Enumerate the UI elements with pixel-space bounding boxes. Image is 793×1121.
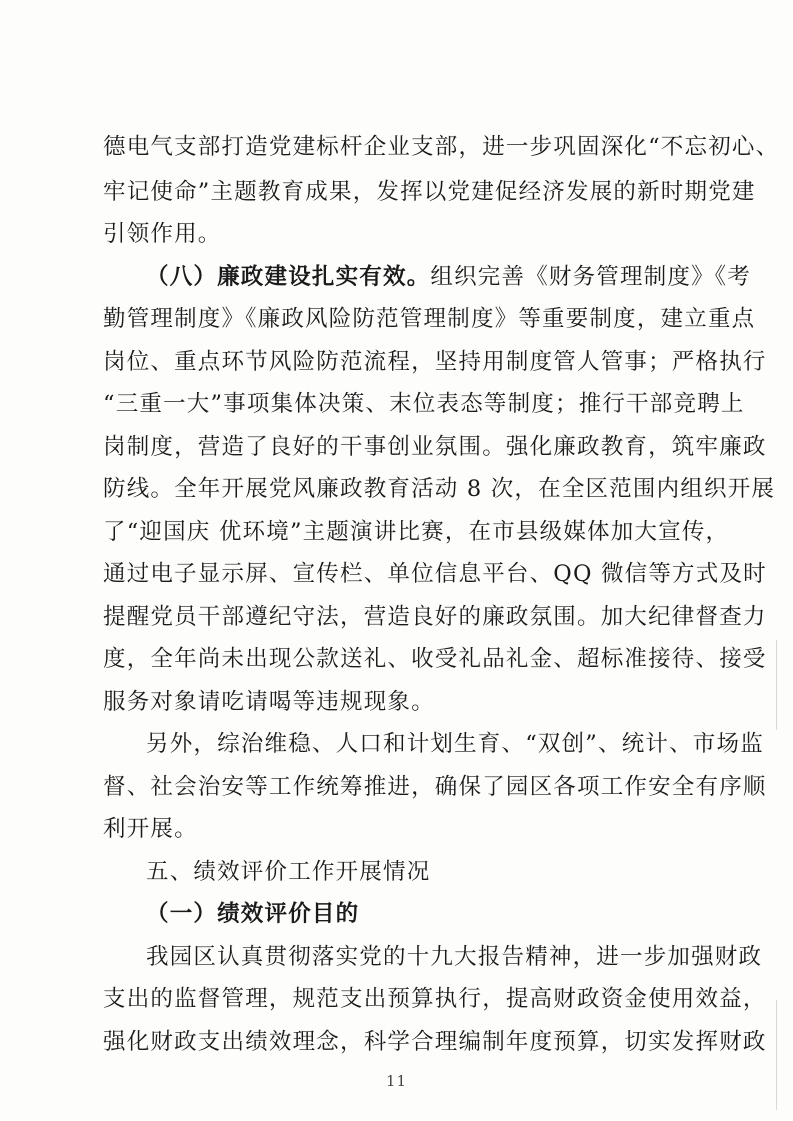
text-line: 引领作用。 — [103, 221, 222, 247]
text-line: 利开展。 — [103, 816, 198, 842]
section-heading-8: （八）廉政建设扎实有效。 — [146, 264, 431, 290]
text-line: 我园区认真贯彻落实党的十九大报告精神，进一步加强财政 — [146, 944, 763, 970]
text-line: 另外，综治维稳、人口和计划生育、“双创”、统计、市场监 — [146, 731, 764, 757]
page-number: 11 — [385, 1072, 408, 1090]
text-line: “三重一大”事项集体决策、末位表态等制度；推行干部竞聘上 — [103, 391, 745, 417]
scan-edge-mark — [776, 1000, 777, 1110]
text-line: 组织完善《财务管理制度》《考 — [430, 264, 751, 290]
text-line: 德电气支部打造党建标杆企业支部，进一步巩固深化“不忘初心、 — [103, 134, 780, 160]
text-line: 通过电子显示屏、宣传栏、单位信息平台、QQ 微信等方式及时 — [103, 561, 767, 587]
text-line: 勤管理制度》《廉政风险防范管理制度》等重要制度，建立重点 — [103, 306, 756, 332]
text-line: 岗位、重点环节风险防范流程，坚持用制度管人管事；严格执行 — [103, 349, 767, 375]
text-line: 防线。全年开展党风廉政教育活动 8 次，在全区范围内组织开展 — [103, 476, 776, 502]
text-line: 强化财政支出绩效理念，科学合理编制年度预算，切实发挥财政 — [103, 1029, 767, 1055]
text-line: 岗制度，营造了良好的干事创业氛围。强化廉政教育，筑牢廉政 — [103, 434, 767, 460]
text-line: 服务对象请吃请喝等违规现象。 — [103, 689, 435, 715]
text-line: 支出的监督管理，规范支出预算执行，提高财政资金使用效益， — [103, 986, 767, 1012]
section-heading-8-paragraph — [146, 266, 751, 289]
text-line: 牢记使命”主题教育成果，发挥以党建促经济发展的新时期党建 — [103, 179, 756, 205]
text-line: 督、社会治安等工作统筹推进，确保了园区各项工作安全有序顺 — [103, 774, 767, 800]
text-line: 提醒党员干部遵纪守法，营造良好的廉政氛围。加大纪律督查力 — [103, 604, 767, 630]
text-line: 度，全年尚未出现公款送礼、收受礼品礼金、超标准接待、接受 — [103, 646, 767, 672]
text-line: 了“迎国庆 优环境”主题演讲比赛，在市县级媒体加大宣传， — [103, 519, 730, 545]
section-heading-5: 五、绩效评价工作开展情况 — [146, 859, 431, 885]
scan-edge-mark — [776, 640, 777, 730]
subsection-heading-1: （一）绩效评价目的 — [146, 901, 360, 927]
